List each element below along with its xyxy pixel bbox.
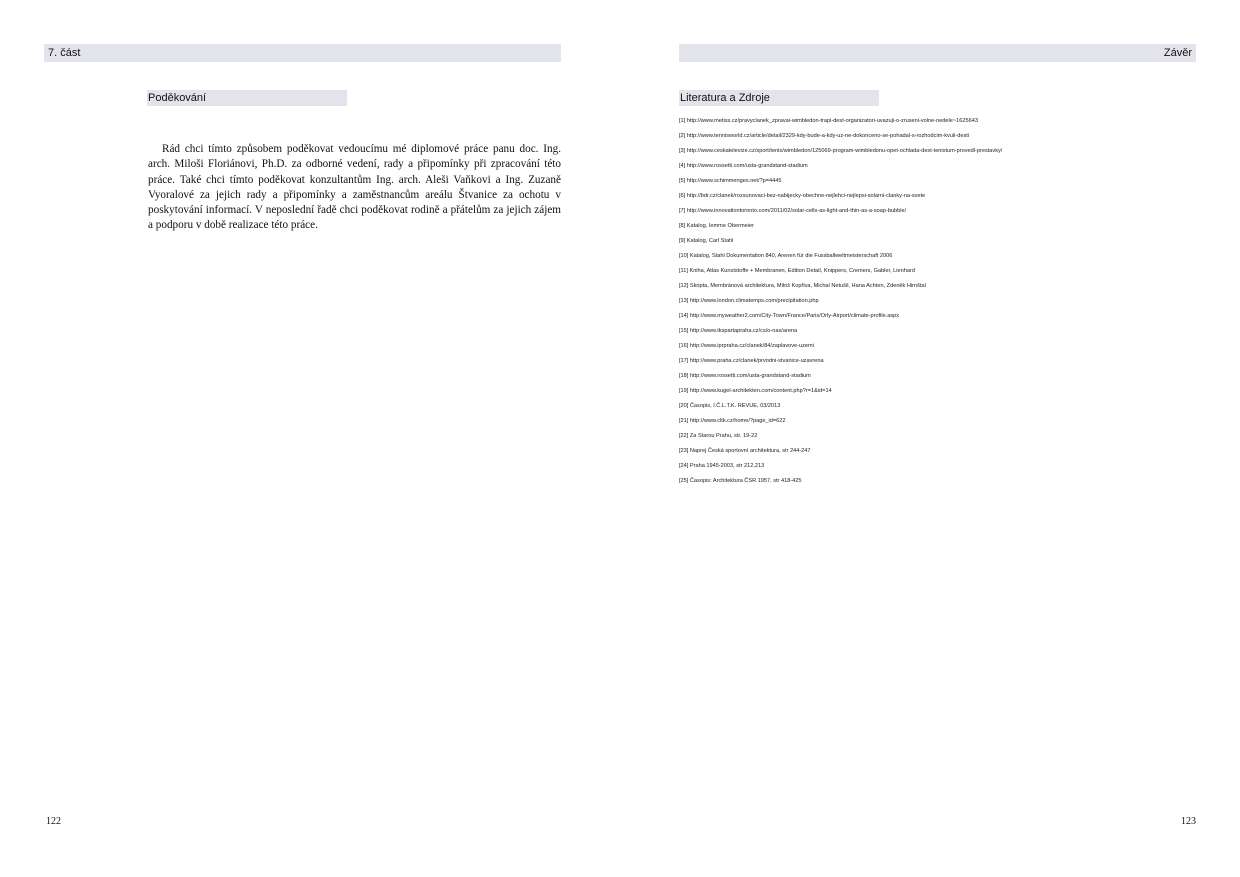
reference-item: [19] http://www.kugel-architekten.com/content.php?r=1&id=14 [679, 388, 832, 394]
reference-item: [5] http://www.schimmenges.net/?p=4445 [679, 178, 782, 184]
reference-item: [17] http://www.praha.cz/clanek/prvodni-stvanice-uzavrena [679, 358, 824, 364]
reference-item: [4] http://www.rossetti.com/usta-grandstand-stadium [679, 163, 808, 169]
reference-item: [18] http://www.rossetti.com/usta-grandstand-stadium [679, 373, 811, 379]
reference-item: [23] Naprej Česká sportovní architektura, str 244-247 [679, 448, 811, 454]
reference-item: [16] http://www.iprpraha.cz/clanek/84/zaplavove-uzemi [679, 343, 814, 349]
reference-item: [20] Časopis, I.Č.L.T.K. REVUE, 03/2013 [679, 403, 781, 409]
reference-item: [6] http://bdr.cz/clanek/rozsunovaci-bez-nabijecky-obechne-nejlehci-nejlepsi-solarni-clanky-na-svete [679, 193, 926, 199]
reference-item: [14] http://www.myweather2.com/City-Town/France/Paris/Orly-Airport/climate-profile.aspx [679, 313, 900, 319]
reference-item: [24] Praha 1945-2003, str 212,213 [679, 463, 765, 469]
reference-item: [8] Katalog, Iemme Obermeier [679, 223, 754, 229]
reference-item: [13] http://www.london.climatemps.com/precipitation.php [679, 298, 819, 304]
reference-item: [15] http://www.tkspartapraha.cz/cs/o-nas/arena [679, 328, 798, 334]
reference-item: [9] Katalog, Carl Stahl [679, 238, 734, 244]
reference-item: [22] Za Starou Prahu, str. 19-22 [679, 433, 758, 439]
reference-item: [3] http://www.ceskatelevize.cz/sport/tenis/wimbledon/125069-program-wimbledonu-opet-ochlada-dest-tenistum-provedl-prestavky/ [679, 148, 1003, 154]
reference-item: [1] http://www.metiss.cz/pravyclanek_zpravai-wimbledon-trapi-dest-organizatori-uvazuji-o-zruseni-volne-nedele~1625643 [679, 118, 978, 124]
reference-item: [12] Skripta, Membránová architektura, Miloš Kopřiva, Michal Netušil, Hana Achten, Zdeněk Hirnštal [679, 283, 926, 289]
reference-item: [11] Kniha, Atlas Kunststoffe + Membranen, Edition Detail, Knippers, Cremers, Gabler, Lienhard [679, 268, 915, 274]
reference-item: [2] http://www.tennisworld.cz/article/detail/2329-kdy-bude-a-kdy-uz-ne-dokonceno-se-pohadal-s-rozhodcim-kvuli-desti [679, 133, 970, 139]
section-title: Poděkování [147, 90, 347, 106]
reference-item: [7] http://www.innovationtoronto.com/2011/02/solar-cells-as-light-and-thin-as-a-soap-bubble/ [679, 208, 907, 214]
reference-item: [21] http://www.cltk.cz/home/?page_id=622 [679, 418, 786, 424]
page-number: 123 [1181, 816, 1196, 827]
chapter-header: Závěr [679, 44, 1196, 62]
chapter-header: 7. část [44, 44, 561, 62]
reference-list [679, 116, 1199, 491]
acknowledgement-paragraph: Rád chci tímto způsobem poděkovat vedoucímu mé diplomové práce panu doc. Ing. arch. Miloši Floriánovi, Ph.D. za odborné vedení, rady a připomínky při zpracování této práce. Také chci tímto poděkovat konzultantům Ing. arch. Aleši Vaňkovi a Ing. Zuzaně Vyoralové za jejich rady a připomínky a zaměstnancům areálu Štvanice za ochotu v poskytování informací. V neposlední řadě chci poděkovat rodině a přátelům za jejich zájem a podporu v době realizace této práce. [148, 143, 561, 232]
section-title: Literatura a Zdroje [679, 90, 879, 106]
reference-item: [10] Katalog, Stahl Dokumentation 840, Arenen für die Fussballweltmeisterschaft 2006 [679, 253, 893, 259]
page-number: 122 [46, 816, 61, 827]
right-page [620, 0, 1240, 877]
reference-item: [25] Časopis: Architektura ČSR 1957, str 418-425 [679, 478, 802, 484]
